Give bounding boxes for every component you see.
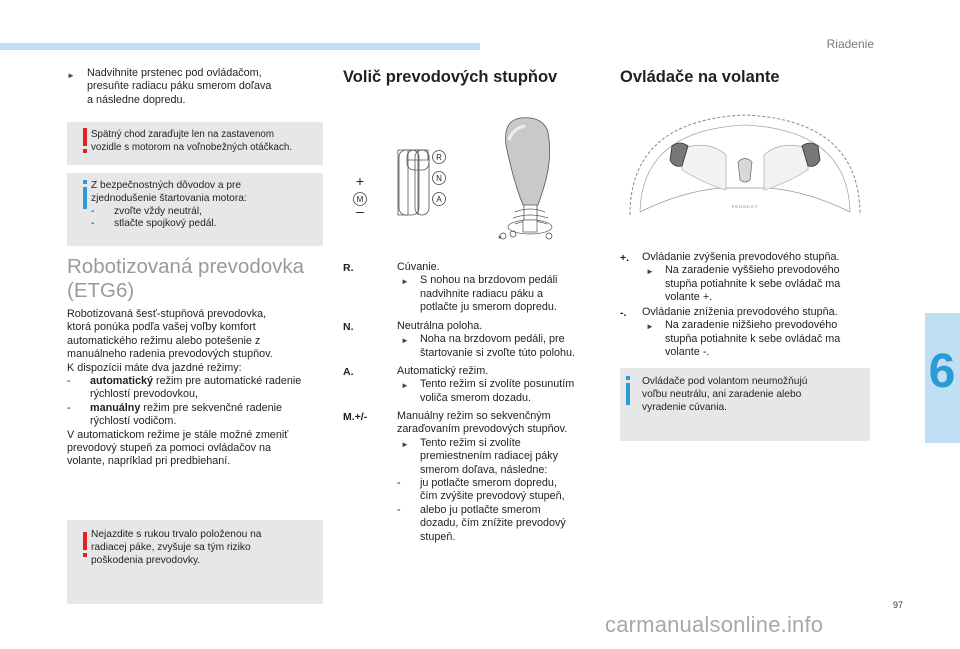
def-automatic: Automatický režim. ► Tento režim si zvolíte posunutím voliča smerom dozadu. [397, 365, 575, 404]
arrow-bullet-icon: ► [646, 322, 654, 332]
info-icon [625, 376, 631, 406]
def-upshift: Ovládanie zvýšenia prevodového stupňa. ► Na zaradenie vyššieho prevodového stupňa potiahnite k sebe ovládač ma volante +. [642, 251, 841, 304]
etg-description: Robotizovaná šesť-stupňová prevodovka, ktorá ponúka podľa vašej voľby komfort automatického režimu alebo potešenie z manuálneho radenia prevodových stupňov. K dispozícii máte dva jazdné režimy: - automatický režim pre automatické radenie rýchlostí prevodovkou, - manuálny režim pre sekvenčné radenie rýchlostí vodičom. V automatickom režime je stále možné zmeniť prevodový stupeň za pomoci ovládačov na volante, napríklad pri predbiehaní. [67, 308, 327, 469]
warning-note-hand: Nejazdite s rukou trvalo položenou na radiacej páke, zvyšuje sa tým riziko poškodenia prevodovky. [67, 520, 323, 604]
mode-manual: - manuálny režim pre sekvenčné radenie [67, 401, 283, 414]
gate-label-R [433, 151, 446, 164]
arrow-bullet-icon: ► [401, 439, 409, 449]
gear-lever-illustration [498, 118, 552, 244]
shift-gate [398, 150, 428, 215]
arrow-bullet-icon: ► [401, 336, 409, 346]
gate-label-A [433, 193, 446, 206]
def-manual: Manuálny režim so sekvenčným zaraďovaním prevodových stupňov. ► Tento režim si zvolíte premiestnením radiacej páky smerom doľava, následne: - ju potlačte smerom dopredu, čím zvýšite prevodový stupeň, - alebo ju potlačte smerom dozadu, čím znížite prevodový stupeň. [397, 410, 568, 543]
info-note-paddles: Ovládače pod volantom neumožňujú voľbu neutrálu, ani zaradenie alebo vyradenie cúvania. [620, 368, 870, 441]
arrow-bullet-icon: ► [401, 277, 409, 287]
svg-text:N: N [436, 174, 442, 183]
heading-wheel-controls: Ovládače na volante [620, 68, 780, 86]
def-neutral: Neutrálna poloha. ► Noha na brzdovom pedáli, pre štartovanie si zvoľte túto polohu. [397, 320, 575, 359]
page-number: 97 [892, 600, 903, 610]
intro-bullet: ► Nadvihnite prstenec pod ovládačom, presuňte radiacu páku smerom doľava a následne dopredu. [67, 67, 272, 106]
svg-text:M: M [356, 195, 364, 204]
warning-note-reverse: Spätný chod zaraďujte len na zastavenom vozidle s motorom na voľnobežných otáčkach. [67, 122, 323, 165]
warning-icon [82, 128, 88, 154]
svg-text:A: A [436, 195, 442, 204]
svg-text:R: R [436, 153, 442, 162]
svg-text:*: * [498, 234, 502, 244]
peugeot-lion-logo [738, 159, 752, 183]
arrow-bullet-icon: ► [401, 381, 409, 391]
gear-selector-diagram [343, 110, 605, 250]
info-note-safety: Z bezpečnostných dôvodov a pre zjednodušenie štartovania motora: - zvoľte vždy neutrál, - stlačte spojkový pedál. [67, 173, 323, 246]
mode-automatic: - automatický režim pre automatické radenie [67, 375, 302, 388]
chapter-number: 6 [928, 345, 956, 398]
section-title: Riadenie [826, 37, 874, 51]
steering-wheel-diagram [620, 100, 870, 240]
gate-label-minus: – [356, 203, 364, 219]
wheel-brand: PEUGEOT [731, 204, 759, 209]
watermark: carmanualsonline.info [605, 612, 824, 637]
arrow-bullet-icon: ► [67, 71, 75, 80]
arrow-bullet-icon: ► [646, 267, 654, 277]
info-icon [82, 180, 88, 210]
header-band [0, 43, 480, 50]
def-reverse: Cúvanie. ► S nohou na brzdovom pedáli nadvihnite radiacu páku a potlačte ju smerom dopredu. [397, 261, 558, 314]
gate-label-plus: + [355, 173, 365, 189]
gate-label-N [433, 172, 446, 185]
warning-icon [82, 532, 88, 558]
heading-etg6: Robotizovaná prevodovka (ETG6) [67, 255, 305, 302]
heading-selector: Volič prevodových stupňov [343, 68, 558, 86]
def-downshift: Ovládanie zníženia prevodového stupňa. ► Na zaradenie nižšieho prevodového stupňa potiahnite k sebe ovládač ma volante -. [642, 306, 841, 359]
